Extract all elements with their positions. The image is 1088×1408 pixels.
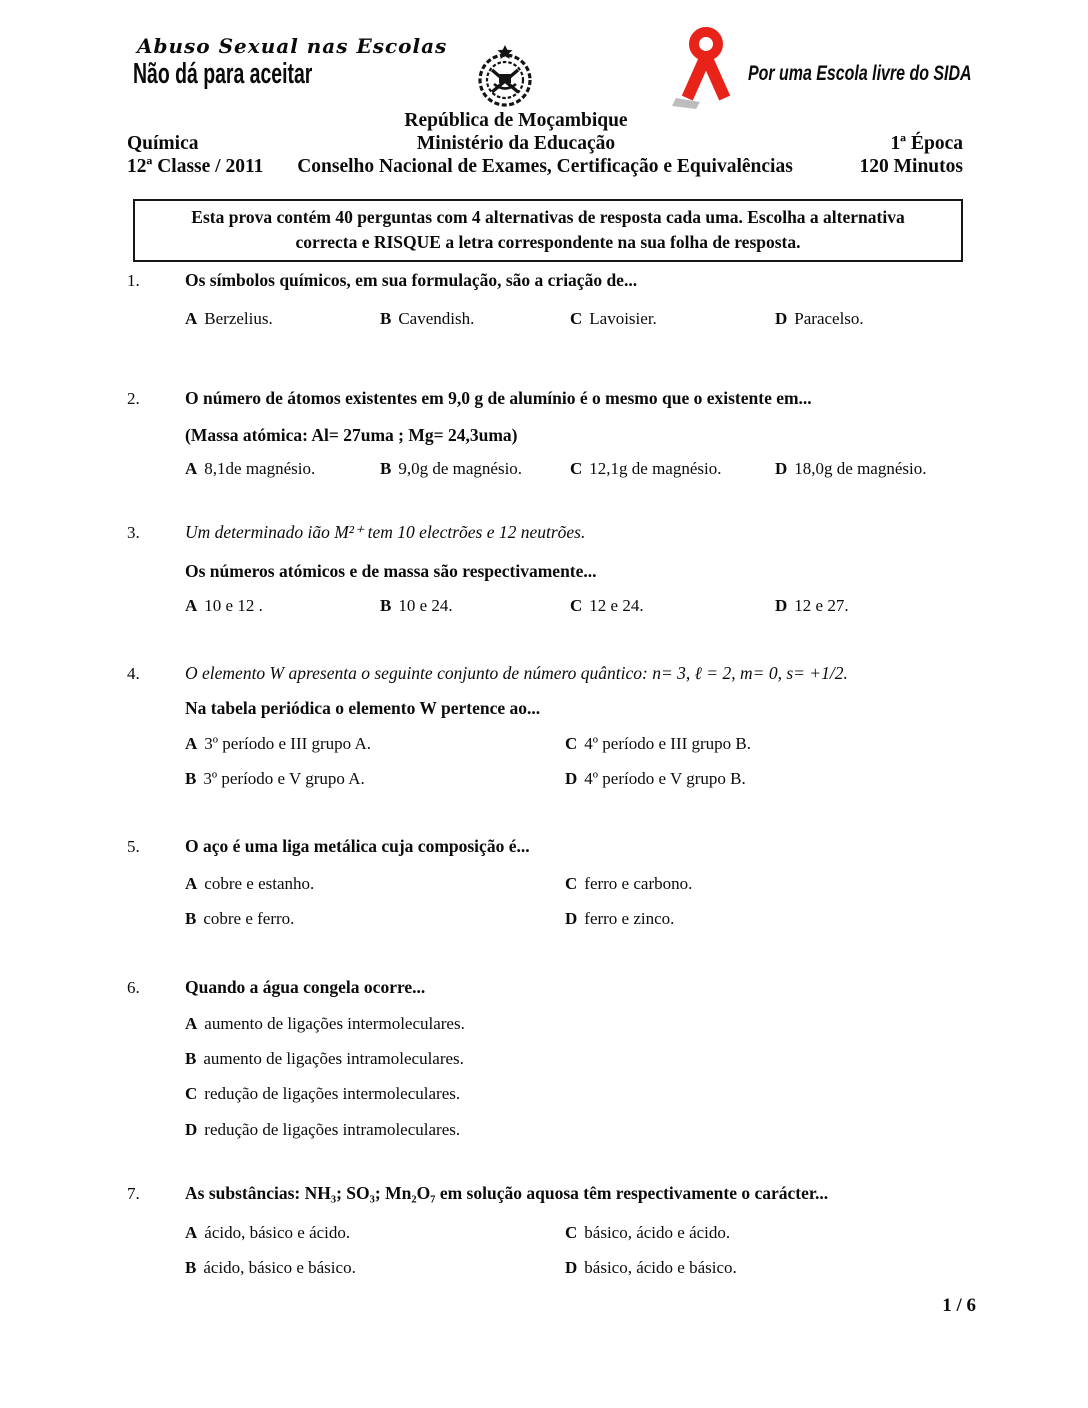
option-b: B cobre e ferro.	[185, 909, 295, 929]
option-c: C Lavoisier.	[570, 308, 657, 328]
option-c: C ferro e carbono.	[565, 873, 693, 893]
council-label: Conselho Nacional de Exames, Certificação e Equivalências	[297, 156, 793, 177]
question-stem: Na tabela periódica o elemento W pertence ao...	[185, 697, 541, 718]
option-d: D 12 e 27.	[775, 595, 849, 615]
option-d: D básico, ácido e básico.	[565, 1258, 737, 1278]
header-line-3	[127, 156, 963, 179]
question-5	[127, 836, 973, 929]
question-1	[127, 270, 973, 329]
page-number: 1 / 6	[942, 1295, 976, 1316]
option-c: C básico, ácido e ácido.	[565, 1222, 731, 1242]
options-row	[127, 458, 973, 479]
epoch-label: 1ª Época	[890, 133, 963, 154]
options-row	[127, 308, 973, 329]
mozambique-emblem-icon	[474, 44, 536, 108]
option-b: B Cavendish.	[380, 308, 475, 328]
instructions-text: Esta prova contém 40 perguntas com 4 alternativas de resposta cada uma. Escolha a alternativa correcta e RISQUE a letra correspondente na sua folha de resposta.	[191, 207, 905, 252]
option-d: D 18,0g de magnésio.	[775, 458, 927, 478]
question-stem-italic: O elemento W apresenta o seguinte conjunto de número quântico: n= 3, ℓ = 2, m= 0, s= +1/2.	[185, 663, 848, 683]
question-number: 6.	[127, 978, 140, 997]
options-grid	[127, 733, 973, 790]
question-number: 7.	[127, 1184, 140, 1203]
ministry-label: Ministério da Educação	[416, 133, 616, 154]
option-c: C 12,1g de magnésio.	[570, 458, 722, 478]
option-c: C 12 e 24.	[570, 595, 644, 615]
question-number: 2.	[127, 389, 140, 408]
option-a: A ácido, básico e ácido.	[185, 1222, 351, 1242]
question-3	[127, 522, 973, 616]
campaign-slogan: Por uma Escola livre do SIDA	[748, 62, 972, 85]
option-b: B aumento de ligações intramoleculares.	[185, 1049, 464, 1069]
option-a: A 10 e 12 .	[185, 595, 263, 615]
question-stem: O número de átomos existentes em 9,0 g de alumínio é o mesmo que o existente em...	[185, 388, 812, 408]
question-number: 1.	[127, 271, 140, 290]
question-stem: O aço é uma liga metálica cuja composição é...	[185, 836, 530, 856]
question-stem: Os símbolos químicos, em sua formulação, são a criação de...	[185, 270, 638, 290]
instructions-box	[133, 199, 963, 262]
question-4	[127, 663, 973, 789]
duration-label: 120 Minutos	[859, 156, 963, 177]
header-line-2	[127, 133, 963, 156]
aids-ribbon-icon	[664, 26, 748, 112]
question-number: 5.	[127, 837, 140, 856]
option-a: A Berzelius.	[185, 308, 273, 328]
options-row	[127, 595, 973, 616]
option-b: B 9,0g de magnésio.	[380, 458, 523, 478]
option-a: A 3º período e III grupo A.	[185, 733, 372, 753]
option-d: D Paracelso.	[775, 308, 864, 328]
question-stem-italic: Um determinado ião M²⁺ tem 10 electrões e 12 neutrões.	[185, 522, 586, 542]
question-stem: Quando a água congela ocorre...	[185, 977, 426, 997]
question-6	[127, 977, 973, 1140]
option-b: B 3º período e V grupo A.	[185, 769, 365, 788]
question-number: 4.	[127, 664, 140, 683]
option-b: B ácido, básico e básico.	[185, 1258, 356, 1278]
option-b: B 10 e 24.	[380, 595, 453, 615]
option-d: D ferro e zinco.	[565, 909, 675, 929]
options-grid	[127, 873, 973, 930]
option-a: A 8,1de magnésio.	[185, 458, 316, 478]
option-c: C 4º período e III grupo B.	[565, 733, 752, 753]
question-stem: Os números atómicos e de massa são respectivamente...	[185, 560, 597, 581]
class-year-label: 12ª Classe / 2011	[127, 156, 264, 177]
options-list	[127, 1013, 973, 1140]
options-grid	[127, 1222, 973, 1279]
country-title: República de Moçambique	[404, 110, 628, 131]
campaign-bold-line: Não dá para aceitar	[133, 58, 313, 90]
option-a: A cobre e estanho.	[185, 873, 315, 893]
subject-label: Química	[127, 133, 199, 154]
question-stem: As substâncias: NH₃; SO₃; Mn₂O₇ em solução aquosa têm respectivamente o carácter...	[185, 1183, 829, 1203]
question-note: (Massa atómica: Al= 27uma ; Mg= 24,3uma)	[185, 424, 518, 445]
header-line-country	[127, 110, 963, 133]
question-7	[127, 1183, 973, 1278]
campaign-script-line: Abuso Sexual nas Escolas	[137, 34, 448, 58]
question-number: 3.	[127, 523, 140, 542]
option-d: D redução de ligações intramoleculares.	[185, 1119, 461, 1139]
option-c: C redução de ligações intermoleculares.	[185, 1084, 461, 1104]
option-a: A aumento de ligações intermoleculares.	[185, 1013, 465, 1033]
option-d: D 4º período e V grupo B.	[565, 769, 746, 788]
question-2	[127, 388, 973, 479]
